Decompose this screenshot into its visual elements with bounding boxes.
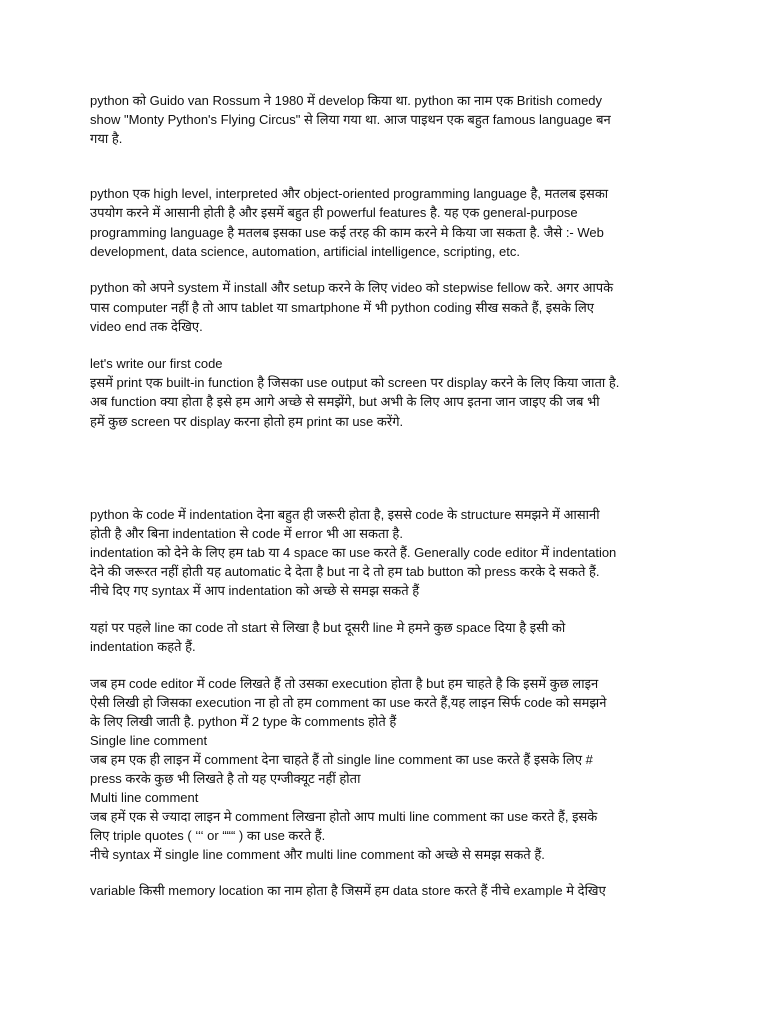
text-line: जब हम code editor में code लिखते हैं तो उसका execution होता है but हम चाहते है कि इसमें कुछ लाइन xyxy=(90,676,599,691)
text-line: indentation कहते हैं. xyxy=(90,639,196,654)
text-line: लिए triple quotes ( ‘‘‘ or “““ ) का use करते हैं. xyxy=(90,828,326,843)
text-line: नीचे दिए गए syntax में आप indentation को अच्छे से समझ सकते हैं xyxy=(90,583,420,598)
text-line: python एक high level, interpreted और object-oriented programming language है, मतलब इसका xyxy=(90,186,609,201)
text-line: development, data science, automation, artificial intelligence, scripting, etc. xyxy=(90,244,520,259)
text-line: ऐसी लिखी हो जिसका execution ना हो तो हम comment का use करते हैं,यह लाइन सिर्फ code को समझने xyxy=(90,695,607,710)
text-line: के लिए लिखी जाती है. python में 2 type के comments होते हैं xyxy=(90,714,397,729)
text-line: python को Guido van Rossum ने 1980 में develop किया था. python का नाम एक British comedy xyxy=(90,93,603,108)
text-line: होती है और बिना indentation से code में error भी आ सकता है. xyxy=(90,526,403,541)
text-line: अब function क्या होता है इसे हम आगे अच्छे से समझेंगे, but अभी के लिए आप इतना जान जाइए की जब भी xyxy=(90,394,600,409)
text-line: उपयोग करने में आसानी होती है और इसमें बहुत ही powerful features है. यह एक general-purpose xyxy=(90,205,578,220)
text-line: जब हमें एक से ज्यादा लाइन मे comment लिखना होतो आप multi line comment का use करते हैं, इसके xyxy=(90,809,598,824)
text-line: indentation को देने के लिए हम tab या 4 space का use करते हैं. Generally code editor में indentation xyxy=(90,545,617,560)
text-line: पास computer नहीं है तो आप tablet या smartphone में भी python coding सीख सकते हैं, इसके लिए xyxy=(90,300,594,315)
text-line: नीचे syntax में single line comment और multi line comment को अच्छे से समझ सकते हैं. xyxy=(90,847,545,862)
text-line: python को अपने system में install और setup करने के लिए video को stepwise fellow करे. अगर आपके xyxy=(90,280,614,295)
text-line: यहां पर पहले line का code तो start से लिखा है but दूसरी line मे हमने कुछ space दिया है इसी को xyxy=(90,620,566,635)
text-line: हमें कुछ screen पर display करना होतो हम print का use करेंगे. xyxy=(90,414,404,429)
text-line: गया है. xyxy=(90,131,123,146)
text-line: video end तक देखिए. xyxy=(90,319,203,334)
text-line: show "Monty Python's Flying Circus" से लिया गया था. आज पाइथन एक बहुत famous language बन xyxy=(90,112,611,127)
text-line: press करके कुछ भी लिखते है तो यह एग्जीक्यूट नहीं होता xyxy=(90,771,361,786)
text-line: Multi line comment xyxy=(90,790,199,805)
text-line: programming language है मतलब इसका use कई तरह की काम करने मे किया जा सकता है. जैसे :- Web xyxy=(90,225,604,240)
text-line: let's write our first code xyxy=(90,356,223,371)
text-line: जब हम एक ही लाइन में comment देना चाहते हैं तो single line comment का use करते हैं इसके लिए # xyxy=(90,752,593,767)
text-line: variable किसी memory location का नाम होता है जिसमें हम data store करते हैं नीचे example मे देखिए xyxy=(90,883,606,898)
text-line: python के code में indentation देना बहुत ही जरूरी होता है, इससे code के structure समझने में आसानी xyxy=(90,507,600,522)
text-line: देने की जरूरत नहीं होती यह automatic दे देता है but ना दे तो हम tab button को press करके दे सकते हैं. xyxy=(90,564,600,579)
text-line: इसमें print एक built-in function है जिसका use output को screen पर display करने के लिए किया जाता है. xyxy=(90,375,620,390)
text-line: Single line comment xyxy=(90,733,208,748)
